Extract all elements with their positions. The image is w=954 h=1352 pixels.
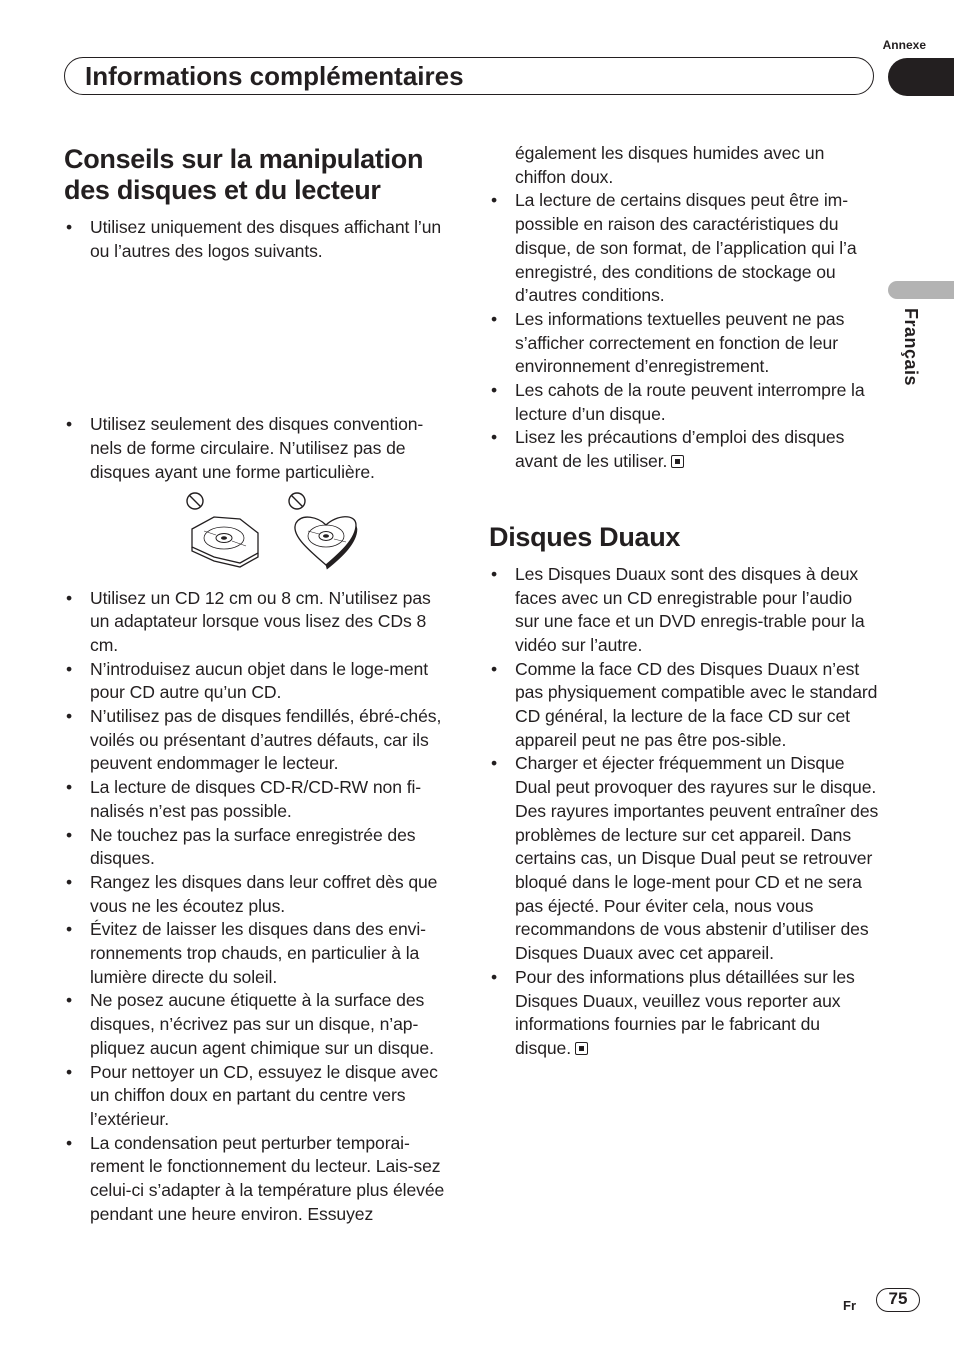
list-item: • N’introduisez aucun objet dans le loge-ment pour CD autre qu’un CD.: [66, 658, 429, 703]
language-label: Français: [901, 308, 921, 387]
list-item: • Lisez les précautions d’emploi des disques avant de les utiliser.: [491, 427, 845, 472]
continued-text: également les disques humides avec un chiffon doux.: [515, 143, 825, 187]
bullet: •: [66, 777, 73, 798]
end-of-section-icon: [671, 455, 684, 468]
list-item: • Rangez les disques dans leur coffret dès que vous ne les écoutez plus.: [66, 871, 438, 916]
section-title: Informations complémentaires: [85, 61, 464, 91]
bullet: •: [491, 753, 498, 774]
handling-list-right: [489, 189, 879, 473]
bullet: •: [491, 380, 498, 401]
bullet: •: [66, 587, 73, 608]
list-item: • Les informations textuelles peuvent ne pas s’afficher correctement en fonction de leur environnement d’enregistrement.: [491, 308, 845, 377]
handling-list-continued: [64, 587, 454, 1227]
compact-disc-logos: [64, 263, 454, 413]
heart-disc-icon: [295, 516, 357, 568]
list-item: • La condensation peut perturber temporai-rement le fonctionnement du lecteur. Lais-sez celui-ci s’adapter à la température plus élevée pendant une heure environ. Essuyez: [66, 1132, 445, 1224]
list-item: • Pour nettoyer un CD, essuyez le disque avec un chiffon doux en partant du centre vers l’extérieur.: [66, 1061, 438, 1129]
list-item: • Ne touchez pas la surface enregistrée des disques.: [66, 824, 416, 869]
footer-language-code: Fr: [843, 1298, 856, 1313]
section-label: Annexe: [882, 38, 926, 52]
octagonal-disc-icon: [192, 517, 258, 567]
list-item: • N’utilisez pas de disques fendillés, ébré-chés, voilés ou présentant d’autres défauts, car ils peuvent endommager le lecteur.: [66, 706, 442, 774]
shape-list: [64, 413, 454, 484]
bullet: •: [66, 871, 73, 892]
dual-discs-heading: Disques Duaux: [489, 521, 681, 552]
list-item: • Comme la face CD des Disques Duaux n’est pas physiquement compatible avec le standard CD général, la lecture de la face CD sur cet appareil peut ne pas être pos-sible.: [491, 658, 878, 750]
handling-list: [64, 216, 454, 263]
language-tab-marker: [888, 281, 954, 299]
end-of-section-icon: [575, 1042, 588, 1055]
bullet: •: [491, 427, 498, 448]
list-item: • La lecture de certains disques peut être im-possible en raison des caractéristiques du disque, de son format, de l’application qui l’a enregistré, des conditions de stockage ou d’autres conditions.: [491, 190, 857, 306]
bullet: •: [66, 990, 73, 1011]
list-item: • Ne posez aucune étiquette à la surface des disques, n’écrivez pas sur un disque, n’ap-pliquez aucun agent chimique sur un disque.: [66, 990, 434, 1058]
bullet: •: [491, 966, 498, 987]
prohibited-icon: [187, 493, 203, 509]
list-item: • Utilisez uniquement des disques affichant l’un ou l’autres des logos suivants.: [66, 217, 442, 261]
bullet: •: [66, 824, 73, 845]
bullet: •: [491, 190, 498, 211]
bullet: •: [66, 919, 73, 940]
header-tab-marker: [888, 58, 954, 96]
list-item: • Pour des informations plus détaillées sur les Disques Duaux, veuillez vous reporter aux informations fournies par le fabricant du disque.: [491, 966, 855, 1058]
list-item: • La lecture de disques CD-R/CD-RW non fi-nalisés n’est pas possible.: [66, 777, 422, 821]
irregular-disc-illustrations: [64, 491, 454, 579]
bullet: •: [66, 1132, 73, 1153]
bullet: •: [491, 308, 498, 329]
page-number: 75: [876, 1288, 920, 1312]
bullet: •: [66, 706, 73, 727]
prohibited-discs: [64, 491, 454, 579]
disc-logos: [64, 263, 454, 413]
bullet: •: [66, 217, 73, 237]
bullet: •: [491, 658, 498, 679]
list-item: • Utilisez seulement des disques convention-nels de forme circulaire. N’utilisez pas de disques ayant une forme particulière.: [66, 414, 424, 482]
list-item: • Évitez de laisser les disques dans des envi-ronnements trop chauds, en particulier à la lumière directe du soleil.: [66, 919, 426, 987]
bullet: •: [66, 1061, 73, 1082]
left-column: [64, 144, 454, 1227]
bullet: •: [66, 414, 73, 435]
handling-heading: Conseils sur la manipulation des disques et du lecteur: [64, 144, 424, 205]
list-item: • Les Disques Duaux sont des disques à deux faces avec un CD enregistrable pour l’audio sur une face et un DVD enregis-trable pour la vidéo sur l’autre.: [491, 563, 865, 655]
list-item: • Charger et éjecter fréquemment un Disque Dual peut provoquer des rayures sur le disque. Des rayures importantes peuvent entraîner des problèmes de lecture sur cet appareil. Dans certains cas, un Disque Dual peut se retrouver bloqué dans le loge-ment pour CD et ne sera pas éjecté. Pour éviter cela, nous vous recommandons de vous abstenir d’utiliser des Disques Duaux avec cet appareil.: [491, 753, 879, 964]
list-item: • Utilisez un CD 12 cm ou 8 cm. N’utilisez pas un adaptateur lorsque vous lisez des CDs 8 cm.: [66, 587, 431, 655]
bullet: •: [66, 658, 73, 679]
dual-discs-list: [489, 563, 879, 1061]
bullet: •: [491, 563, 498, 584]
section-header: [64, 57, 874, 95]
list-item: • Les cahots de la route peuvent interrompre la lecture d’un disque.: [491, 380, 865, 424]
right-column: [489, 142, 879, 1061]
prohibited-icon: [289, 493, 305, 509]
